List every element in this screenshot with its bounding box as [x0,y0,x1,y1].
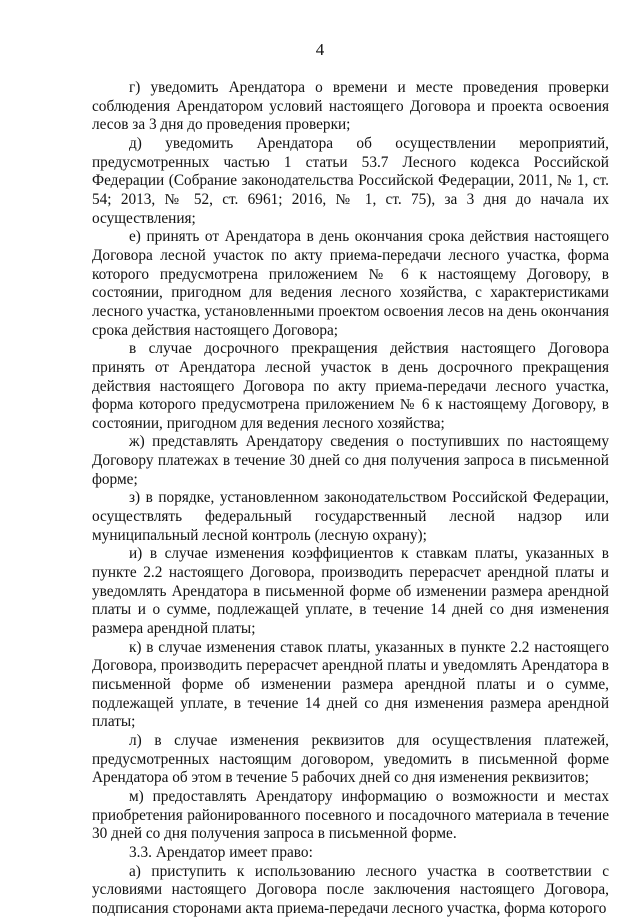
paragraph-g-notify-inspection: г) уведомить Арендатора о времени и месте проведения проверки соблюдения Арендатором условий настоящего Договора и проекта освоения лесов за 3 дня до проведения проверки; [92,79,609,134]
page-number: 4 [315,40,325,59]
paragraph-a-start-use: а) приступить к использованию лесного участка в соответствии с условиями настоящего Договора после заключения настоящего Договора, подписания сторонами акта приема-передачи лесного участка, форма которого [92,862,609,917]
paragraph-i-coefficient-change: и) в случае изменения коэффициентов к ставкам платы, указанных в пункте 2.2 настоящего Договора, производить перерасчет арендной платы и уведомлять Арендатора в письменной форме об изменении размера арендной платы и о сумме, подлежащей уплате, в течение 14 дней со дня изменения размера арендной платы; [92,545,609,638]
paragraph-l-requisites-change: л) в случае изменения реквизитов для осуществления платежей, предусмотренных настоящим договором, уведомить в письменной форме Арендатора об этом в течение 5 рабочих дней со дня изменения реквизитов; [92,731,609,787]
paragraph-d-notify-measures: д) уведомить Арендатора об осуществлении мероприятий, предусмотренных частью 1 статьи 53.7 Лесного кодекса Российской Федерации (Собрание законодательства Российской Федерации, 2011, № 1, ст. 54; 2013, № 52, ст. 6961; 2016, № 1, ст. 75), за 3 дня до начала их осуществления; [92,134,609,227]
section-heading-tenant-rights: 3.3. Арендатор имеет право: [129,843,313,861]
paragraph-zh-payment-info: ж) представлять Арендатору сведения о поступивших по настоящему Договору платежах в течение 30 дней со дня получения запроса в письменной форме; [92,433,609,488]
paragraph-z-forest-supervision: з) в порядке, установленном законодательством Российской Федерации, осуществлять федеральный государственный лесной надзор или муниципальный лесной контроль (лесную охрану); [92,489,609,544]
paragraph-e-accept-plot: е) принять от Арендатора в день окончания срока действия настоящего Договора лесной участок по акту приема-передачи лесного участка, форма которого предусмотрена приложением № 6 к настоящему Договору, в состоянии, пригодном для ведения лесного хозяйства, с характеристиками лесного участка, установленными проектом освоения лесов на день окончания срока действия настоящего Договора; [92,228,609,339]
document-body [92,79,609,919]
paragraph-early-termination: в случае досрочного прекращения действия настоящего Договора принять от Арендатора лесной участок в день досрочного прекращения действия настоящего Договора по акту приема-передачи лесного участка, форма которого предусмотрена приложением № 6 к настоящему Договору, в состоянии, пригодном для ведения лесного хозяйства; [92,340,609,432]
paragraph-m-planting-material-info: м) предоставлять Арендатору информацию о возможности и местах приобретения районированного посевного и посадочного материала в течение 30 дней со дня получения запроса в письменной форме. [92,787,609,843]
paragraph-k-rate-change: к) в случае изменения ставок платы, указанных в пункте 2.2 настоящего Договора, производить перерасчет арендной платы и уведомлять Арендатора в письменной форме об изменении размера арендной платы и о сумме, подлежащей уплате, в течение 14 дней со дня изменения размера арендной платы; [92,638,609,731]
